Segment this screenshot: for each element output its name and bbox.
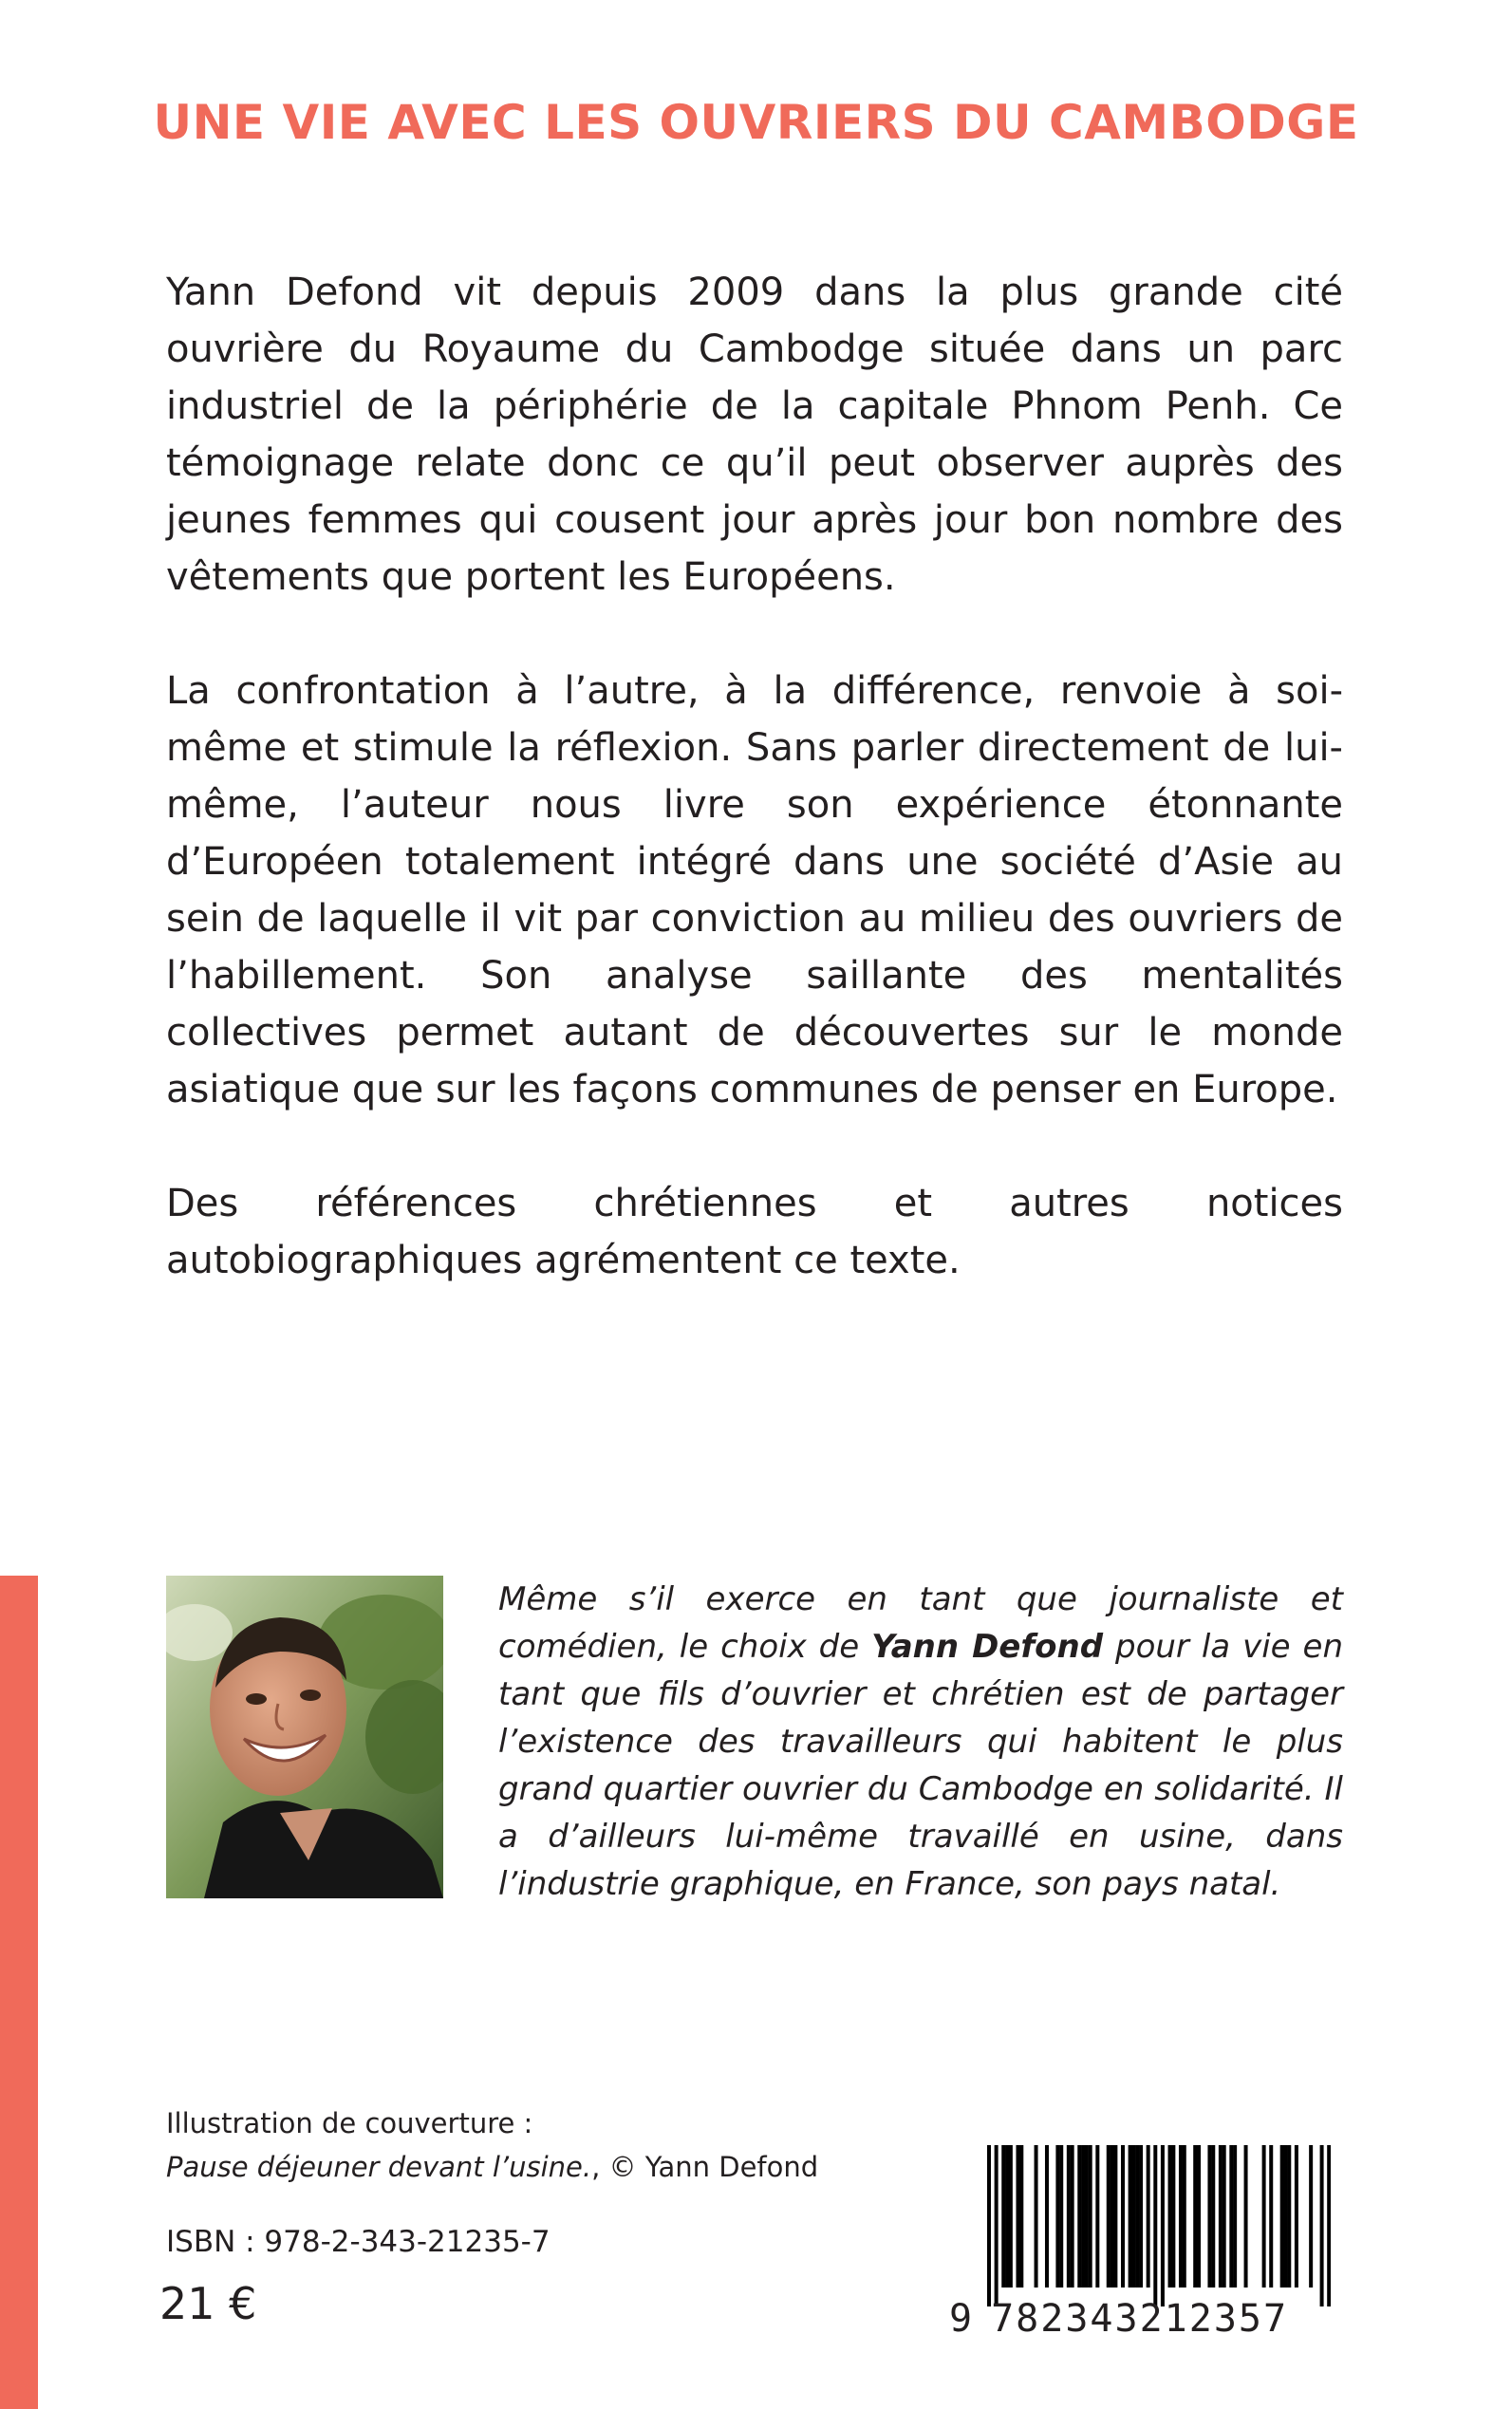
barcode-bar xyxy=(1081,2145,1085,2288)
author-bio-rest: pour la vie en tant que fils d’ouvrier et chrétien est de partager l’existence des travailleurs qui habitent le plus grand quartier ouvrier du Cambodge en solidarité. Il a d’ailleurs lui-même travaillé en usine, dans l’industrie graphique, en France, son pays natal. xyxy=(498,1628,1344,1903)
barcode-digits xyxy=(949,2297,1288,2341)
author-photo xyxy=(166,1576,443,1898)
isbn-text: ISBN : 978-2-343-21235-7 xyxy=(166,2225,551,2259)
barcode-bar xyxy=(1193,2145,1197,2288)
barcode-bar xyxy=(1071,2145,1074,2288)
author-bio-intro: Même s’il exerce en tant que journaliste et comédien, le choix de xyxy=(498,1580,1343,1666)
barcode-bar xyxy=(1055,2145,1059,2288)
barcode-bar xyxy=(1327,2145,1331,2306)
barcode-bar xyxy=(1207,2145,1211,2288)
credits-work-title: Pause déjeuner devant l’usine. xyxy=(166,2151,592,2183)
barcode-bar xyxy=(1121,2145,1125,2288)
credits-line xyxy=(166,2145,818,2189)
cover-illustration-credits xyxy=(166,2101,818,2189)
barcode-bar xyxy=(1219,2145,1223,2288)
barcode-left-group: 782343 xyxy=(991,2297,1140,2341)
barcode-bar xyxy=(1197,2145,1201,2288)
barcode-bar xyxy=(1035,2145,1038,2288)
barcode xyxy=(987,2145,1331,2306)
barcode-bar xyxy=(1113,2145,1117,2288)
book-title: UNE VIE AVEC LES OUVRIERS DU CAMBODGE xyxy=(153,95,1359,150)
barcode-bar xyxy=(1211,2145,1215,2288)
barcode-bar xyxy=(1085,2145,1089,2288)
barcode-bar xyxy=(1077,2145,1081,2288)
barcode-bar xyxy=(1016,2145,1019,2288)
barcode-bar xyxy=(1161,2145,1165,2306)
barcode-bar xyxy=(1147,2145,1150,2288)
barcode-bar xyxy=(1283,2145,1287,2288)
back-cover-blurb xyxy=(166,264,1343,1346)
barcode-bar xyxy=(1067,2145,1071,2288)
barcode-bar xyxy=(1295,2145,1298,2288)
barcode-bar xyxy=(995,2145,999,2306)
barcode-first-digit: 9 xyxy=(949,2297,975,2341)
barcode-bar xyxy=(1095,2145,1099,2288)
barcode-bar xyxy=(1280,2145,1284,2288)
barcode-bar xyxy=(1019,2145,1023,2288)
barcode-bar xyxy=(1005,2145,1009,2288)
barcode-bar xyxy=(1001,2145,1005,2288)
barcode-bar xyxy=(1229,2145,1233,2288)
barcode-bar xyxy=(1107,2145,1111,2288)
barcode-bar xyxy=(1129,2145,1132,2288)
barcode-bar xyxy=(1168,2145,1172,2288)
barcode-bar xyxy=(1262,2145,1266,2288)
barcode-right-group: 212357 xyxy=(1139,2297,1289,2341)
barcode-bar xyxy=(987,2145,991,2306)
barcode-bar xyxy=(1059,2145,1063,2288)
barcode-bar xyxy=(1309,2145,1313,2288)
barcode-bar xyxy=(1171,2145,1175,2288)
blurb-paragraph-1: Yann Defond vit depuis 2009 dans la plus grande cité ouvrière du Royaume du Cambodge située dans un parc industriel de la périphérie de la capitale Phnom Penh. Ce témoignage relate donc ce qu’il peut observer auprès des jeunes femmes qui cousent jour après jour bon nombre des vêtements que portent les Européens. xyxy=(166,271,1343,599)
barcode-bar xyxy=(1045,2145,1049,2288)
barcode-bar xyxy=(1223,2145,1226,2288)
accent-side-bar xyxy=(0,1576,38,2409)
barcode-bar xyxy=(1153,2145,1157,2306)
barcode-bar xyxy=(1089,2145,1092,2288)
credits-label: Illustration de couverture : xyxy=(166,2107,533,2139)
author-bio xyxy=(498,1576,1343,1908)
price-text: 21 € xyxy=(159,2278,257,2329)
barcode-bar xyxy=(1111,2145,1114,2288)
barcode-bar xyxy=(1183,2145,1186,2288)
barcode-bar xyxy=(1269,2145,1273,2288)
barcode-bar xyxy=(1009,2145,1013,2288)
barcode-bar xyxy=(1179,2145,1183,2288)
barcode-bar xyxy=(1287,2145,1291,2288)
barcode-bar xyxy=(1135,2145,1139,2288)
blurb-paragraph-2: La confrontation à l’autre, à la différence, renvoie à soi-même et stimule la réflexion. Sans parler directement de lui-même, l’auteur nous livre son expérience étonnante d’Européen totalement intégré dans une société d’Asie au sein de laquelle il vit par conviction au milieu des ouvriers de l’habillement. Son analyse saillante des mentalités collectives permet autant de découvertes sur le monde asiatique que sur les façons communes de penser en Europe. xyxy=(166,669,1343,1111)
blurb-paragraph-3: Des références chrétiennes et autres notices autobiographiques agrémentent ce texte. xyxy=(166,1182,1343,1282)
barcode-bar xyxy=(1244,2145,1248,2288)
barcode-bar xyxy=(1131,2145,1135,2288)
credits-copyright: , © Yann Defond xyxy=(591,2151,819,2183)
barcode-bar xyxy=(1139,2145,1143,2288)
barcode-bar xyxy=(1320,2145,1324,2306)
author-name: Yann Defond xyxy=(871,1628,1104,1666)
barcode-bar xyxy=(1233,2145,1237,2288)
